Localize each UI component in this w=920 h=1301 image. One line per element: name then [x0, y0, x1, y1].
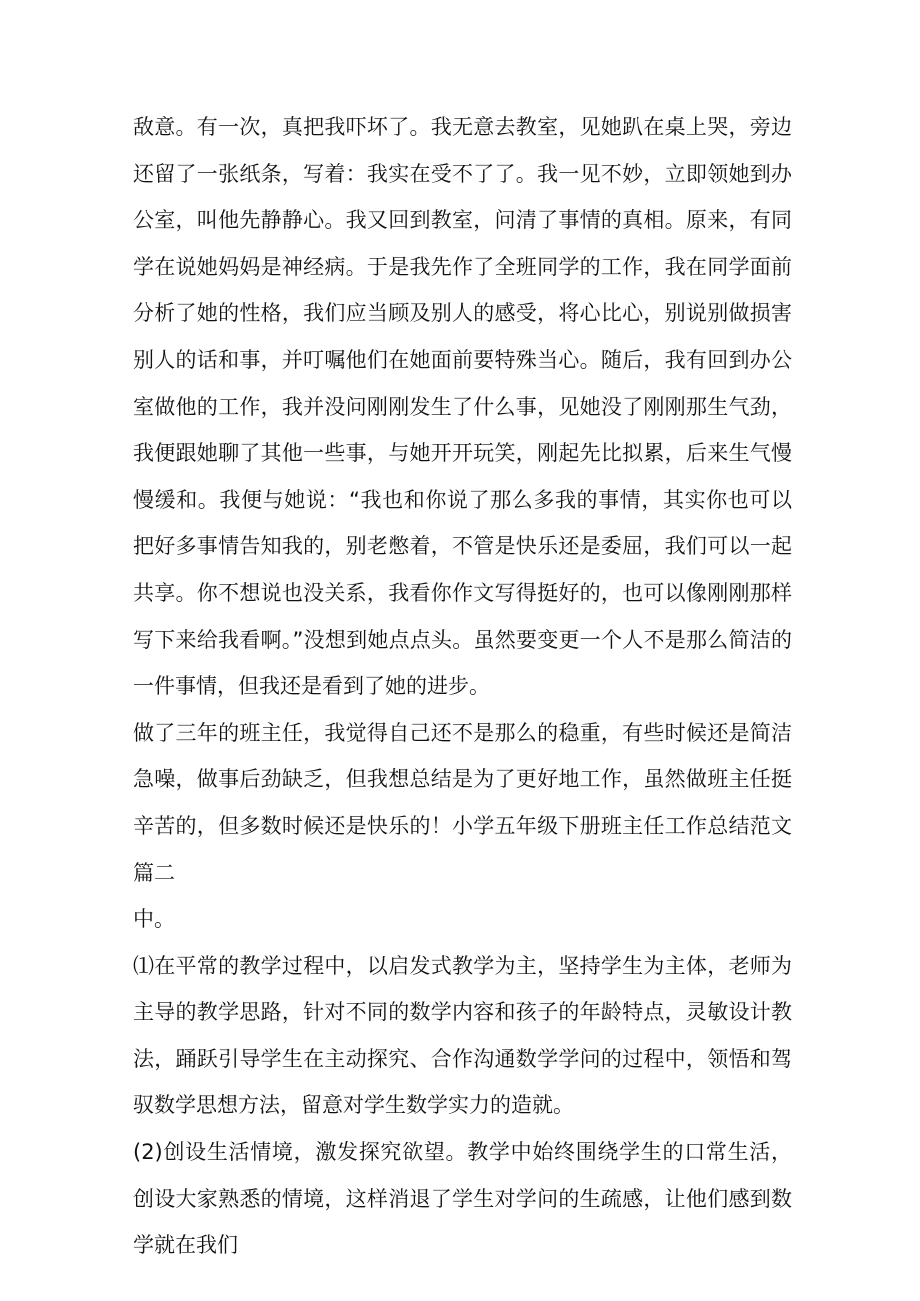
paragraph-5: (2)创设生活情境，激发探究欲望。教学中始终围绕学生的口常生活，创设大家熟悉的情境，这样消退了学生对学问的生疏感，让他们感到数学就在我们 [133, 1140, 792, 1258]
paragraph-3: 中。 [133, 907, 175, 932]
paragraph-2: 做了三年的班主任，我觉得自己还不是那么的稳重，有些时候还是简洁急噪，做事后劲缺乏，但我想总结是为了更好地工作，虽然做班主任挺辛苦的，但多数时候还是快乐的！小学五年级下册班主任工作总结范文篇二 [133, 720, 792, 885]
paragraph-4: ⑴在平常的教学过程中，以启发式教学为主，坚持学生为主体，老师为主导的教学思路，针对不同的数学内容和孩子的年龄特点，灵敏设计教法，踊跃引导学生在主动探究、合作沟通数学学问的过程中，领悟和驾驭数学思想方法，留意对学生数学实力的造就。 [133, 953, 792, 1118]
paragraph-1: 敌意。有一次，真把我吓坏了。我无意去教室，见她趴在桌上哭，旁边还留了一张纸条，写着：我实在受不了了。我一见不妙，立即领她到办公室，叫他先静静心。我又回到教室，问清了事情的真相。原来，有同学在说她妈妈是神经病。于是我先作了全班同学的工作，我在同学面前分析了她的性格，我们应当顾及别人的感受，将心比心，别说别做损害别人的话和事，并叮嘱他们在她面前要特殊当心。随后，我有回到办公室做他的工作，我并没问刚刚发生了什么事，见她没了刚刚那生气劲，我便跟她聊了其他一些事，与她开开玩笑，刚起先比拟累，后来生气慢慢缓和。我便与她说：“我也和你说了那么多我的事情，其实你也可以把好多事情告知我的，别老憋着，不管是快乐还是委屈，我们可以一起共享。你不想说也没关系，我看你作文写得挺好的，也可以像刚刚那样写下来给我看啊。”没想到她点点头。虽然要变更一个人不是那么简洁的一件事情，但我还是看到了她的进步。 [133, 115, 792, 699]
